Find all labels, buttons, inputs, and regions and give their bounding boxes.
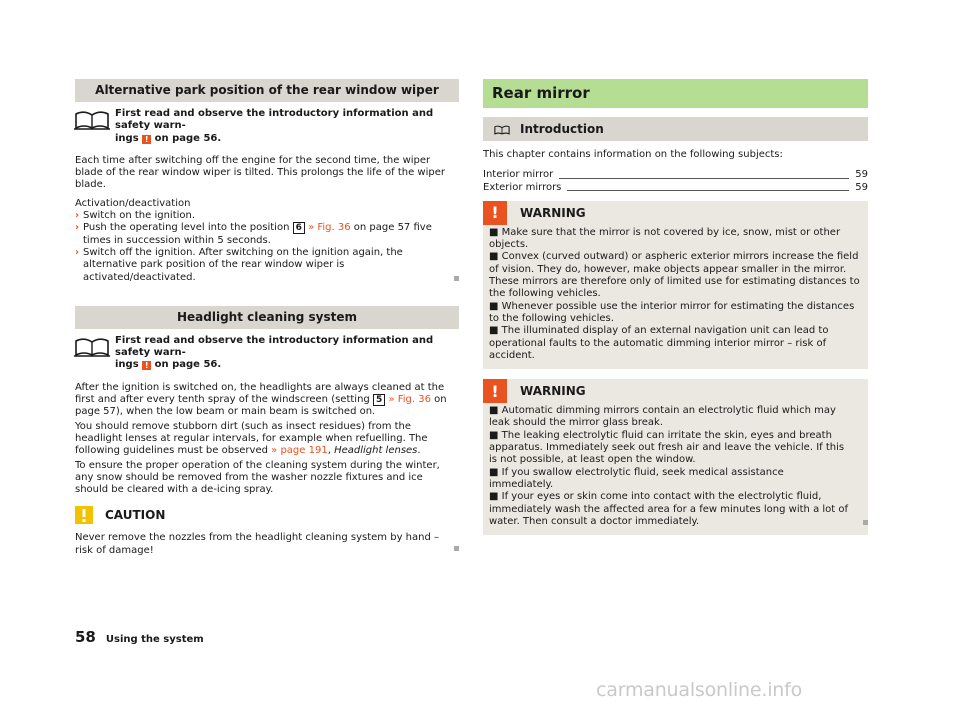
step-item: › Switch on the ignition. xyxy=(75,210,196,222)
caution-text: Never remove the nozzles from the headlight cleaning system by hand – risk of damage! xyxy=(75,532,459,557)
warning-item: ■ The leaking electrolytic fluid can irritate the skin, eyes and breath apparatus. Immediately seek out fresh air and leave the vehicle. If this is not possible, at least open the window. xyxy=(489,429,845,466)
book-icon xyxy=(494,124,510,135)
warning-icon: ! xyxy=(142,135,151,144)
watermark: carmanualsonline.info xyxy=(596,679,803,701)
toc-row[interactable]: Exterior mirrors 59 xyxy=(483,181,868,193)
footer-section-label: Using the system xyxy=(105,634,204,645)
warning-item: ■ The illuminated display of an external navigation unit can lead to operational faults to the automatic dimming interior mirror – risk of accident. xyxy=(489,325,829,361)
page-footer xyxy=(75,628,204,646)
activation-label: Activation/deactivation xyxy=(75,197,191,209)
position-number-box: 5 xyxy=(373,394,385,406)
arrow-icon: › xyxy=(75,222,80,234)
wiper-paragraph: Each time after switching off the engine for the second time, the wiper blade of the rear window wiper is tilted. This prolongs the life of the wiper blade. xyxy=(75,154,446,191)
arrow-icon: › xyxy=(75,246,80,258)
page-link[interactable]: » page 191 xyxy=(271,445,328,457)
section-heading-wiper: Alternative park position of the rear window wiper xyxy=(75,79,459,102)
headlight-paragraph-1: After the ignition is switched on, the headlights are always cleaned at the first and after every tenth spray of the windscreen (setting 5 » Fig. 36 on page 57), when the low beam or main beam is switched on. xyxy=(75,381,447,418)
warning-box-1 xyxy=(483,201,868,369)
end-marker-icon xyxy=(454,276,459,281)
caution-heading: CAUTION xyxy=(75,506,459,524)
intro-text-page-ref: on page 56. xyxy=(154,359,222,371)
intro-text-line1: First read and observe the introductory information and safety warn- xyxy=(115,334,434,359)
intro-text-line1: First read and observe the introductory information and safety warn- xyxy=(115,108,434,132)
figure-link[interactable]: » Fig. 36 xyxy=(388,394,431,406)
warning-item: ■ Automatic dimming mirrors contain an electrolytic fluid which may leak should the mirror glass break. xyxy=(489,405,836,429)
caution-icon xyxy=(75,506,93,524)
warning-item: ■ If you swallow electrolytic fluid, seek medical assistance immediately. xyxy=(489,466,784,490)
intro-text-ings: ings xyxy=(115,359,139,371)
page-number: 58 xyxy=(75,628,96,646)
step-item: › Push the operating level into the position 6 » Fig. 36 on page 57 five times in succession within 5 seconds. xyxy=(75,222,432,246)
intro-note-headlight xyxy=(75,335,459,372)
warning-item: ■ Whenever possible use the interior mirror for estimating the distances to the following vehicles. xyxy=(489,300,855,324)
warning-title: WARNING xyxy=(520,384,586,399)
right-column xyxy=(483,79,868,535)
toc-row[interactable]: Interior mirror 59 xyxy=(483,169,868,181)
chapter-title: Rear mirror xyxy=(483,79,868,108)
warning-title: WARNING xyxy=(520,205,586,220)
intro-text-ings: ings xyxy=(115,132,139,144)
left-column xyxy=(75,79,459,557)
section-heading-headlight: Headlight cleaning system xyxy=(75,306,459,329)
warning-item: ■ Convex (curved outward) or aspheric exterior mirrors increase the field of vision. They do, however, make objects appear smaller in the mirror. These mirrors are therefore only of limited use for estimating distances to the following vehicles. xyxy=(489,251,860,300)
end-marker-icon xyxy=(454,546,459,551)
intro-text-page-ref: on page 56. xyxy=(154,132,222,144)
warning-icon: ! xyxy=(483,201,507,225)
headlight-paragraph-3: To ensure the proper operation of the cleaning system during the winter, any snow should be removed from the washer nozzle fixtures and ice should be cleared with a de-icing spray. xyxy=(75,459,440,496)
figure-link[interactable]: » Fig. 36 xyxy=(308,222,351,234)
headlight-lenses-ref: Headlight lenses xyxy=(334,445,418,457)
headlight-paragraph-2: You should remove stubborn dirt (such as insect residues) from the headlight lenses at regular intervals, for example when refuelling. The following guidelines must be observed » page 191, Headlight lenses. xyxy=(75,420,428,457)
warning-icon: ! xyxy=(142,361,151,370)
warning-item: ■ Make sure that the mirror is not covered by ice, snow, mist or other objects. xyxy=(489,226,841,251)
intro-note-wiper xyxy=(75,108,459,145)
warning-item: ■ If your eyes or skin come into contact with the electrolytic fluid, immediately wash the affected area for a few minutes long with a lot of water. Then consult a doctor immediately. xyxy=(489,491,849,527)
toc-list xyxy=(483,169,868,194)
step-item: › Switch off the ignition. After switching on the ignition again, the alternative park position of the rear window wiper is activated/deactivated. xyxy=(75,247,459,284)
intro-text: This chapter contains information on the following subjects: xyxy=(483,149,783,160)
book-icon xyxy=(74,108,110,130)
book-icon xyxy=(74,335,110,357)
arrow-icon: › xyxy=(75,210,80,222)
end-marker-icon xyxy=(863,520,868,525)
warning-icon: ! xyxy=(483,379,507,403)
introduction-heading: Introduction xyxy=(483,117,868,141)
warning-box-2 xyxy=(483,379,868,535)
position-number-box: 6 xyxy=(293,222,305,234)
